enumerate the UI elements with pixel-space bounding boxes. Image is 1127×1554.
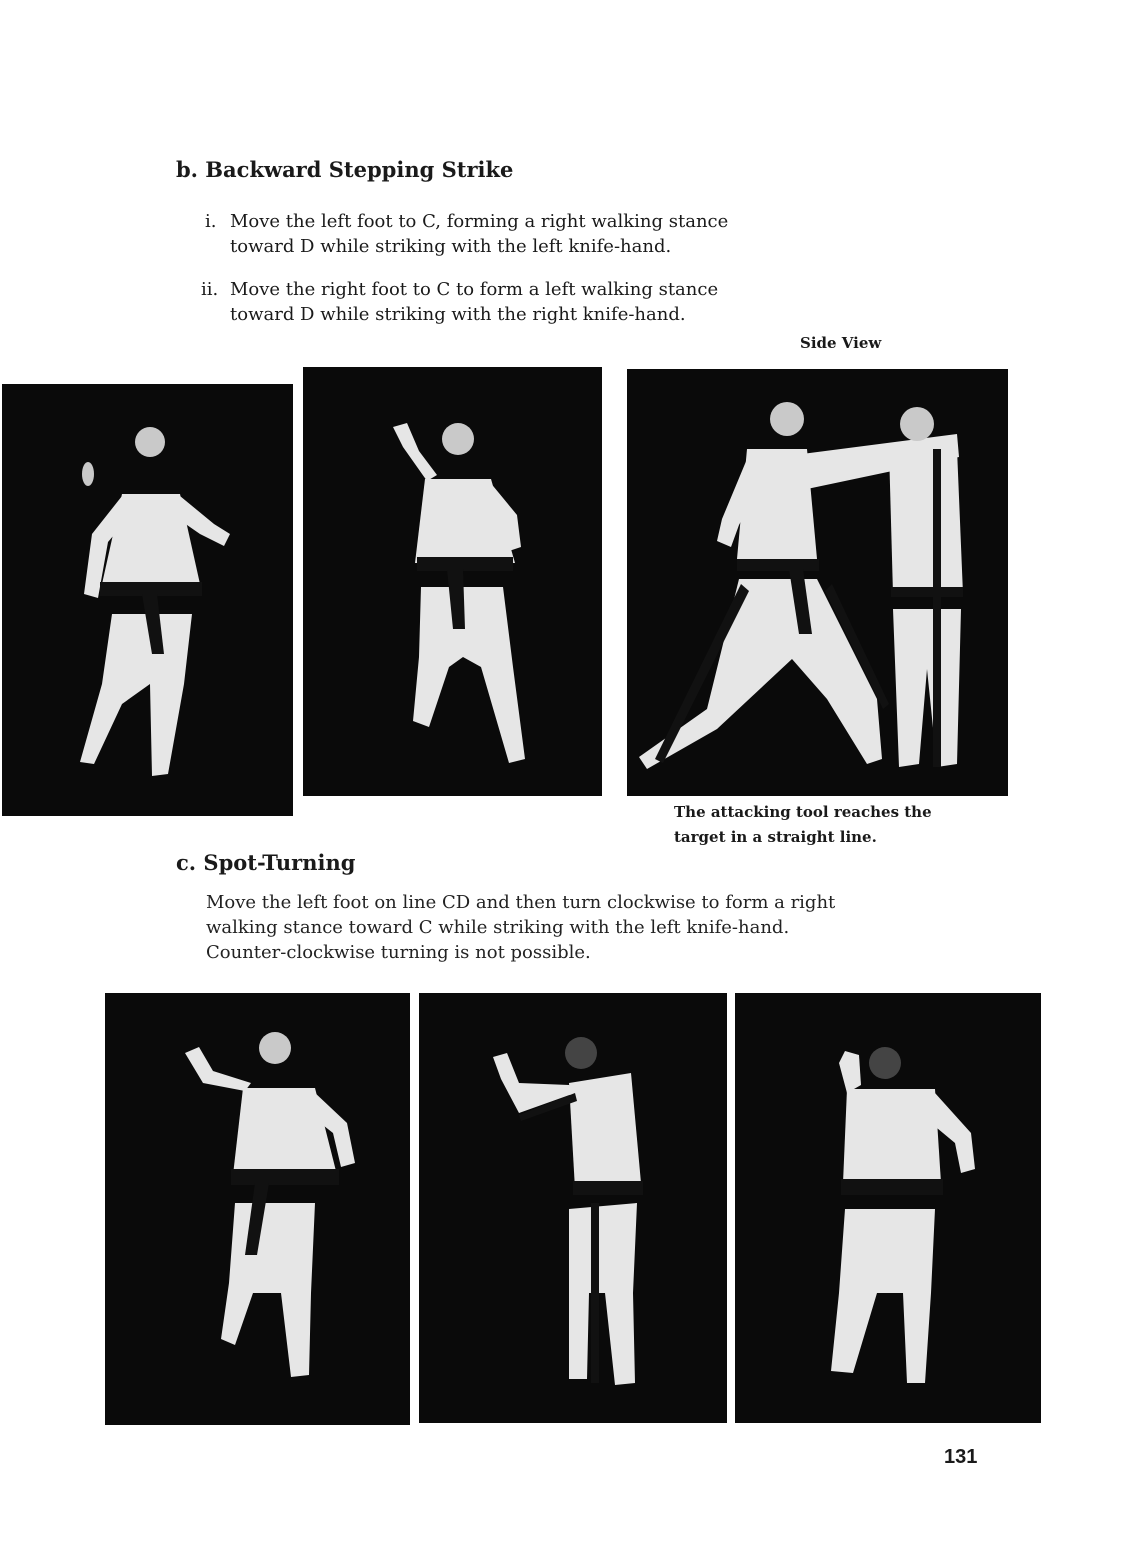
photo-spot-turning-start	[105, 993, 410, 1425]
martial-artist-figure-icon	[2, 384, 293, 816]
section-c-line3: Counter-clockwise turning is not possible.	[206, 942, 591, 963]
step-i-marker: i.	[205, 211, 217, 232]
martial-artist-figure-icon	[735, 993, 1041, 1423]
step-i-line2: toward D while striking with the left knife-hand.	[230, 236, 672, 257]
section-c-line1: Move the left foot on line CD and then turn clockwise to form a right	[206, 892, 836, 913]
step-ii-line1: Move the right foot to C to form a left walking stance	[230, 279, 719, 300]
photo-stance-left-knife-hand	[2, 384, 293, 816]
sparring-figures-icon	[627, 369, 1008, 796]
section-c-line2: walking stance toward C while striking with the left knife-hand.	[206, 917, 790, 938]
photo-stance-right-knife-hand	[303, 367, 602, 796]
step-i-line1: Move the left foot to C, forming a right walking stance	[230, 211, 729, 232]
caption-line1: The attacking tool reaches the	[674, 803, 932, 821]
step-ii-line2: toward D while striking with the right knife-hand.	[230, 304, 686, 325]
martial-artist-figure-icon	[303, 367, 602, 796]
section-c-heading: c. Spot-Turning	[176, 850, 356, 875]
martial-artist-figure-icon	[419, 993, 727, 1423]
photo-spot-turning-mid	[419, 993, 727, 1423]
martial-artist-figure-icon	[105, 993, 410, 1425]
photo-side-view-two-figures	[627, 369, 1008, 796]
photo-spot-turning-end	[735, 993, 1041, 1423]
caption-line2: target in a straight line.	[674, 828, 877, 846]
side-view-label: Side View	[800, 334, 882, 352]
page-number: 131	[944, 1446, 978, 1468]
section-b-heading: b. Backward Stepping Strike	[176, 157, 514, 182]
step-ii-marker: ii.	[201, 279, 219, 300]
